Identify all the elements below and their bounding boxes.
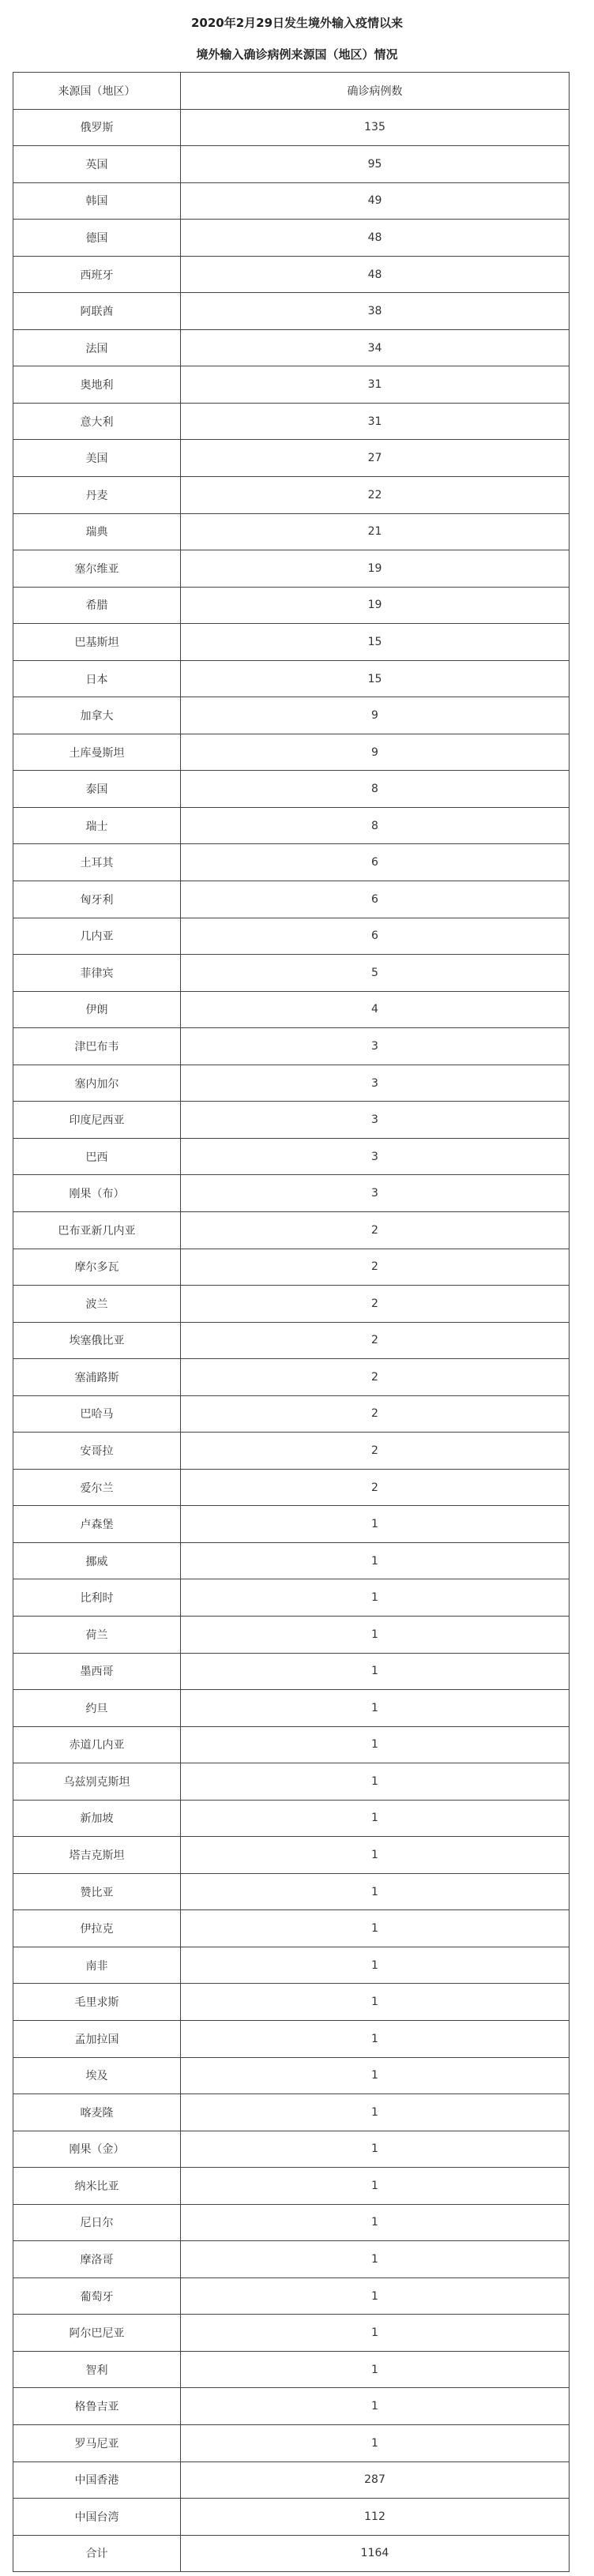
table-row [13, 771, 570, 808]
origin-cell: 尼日尔 [13, 2204, 181, 2241]
case-count-cell: 135 [181, 109, 570, 146]
table-row [13, 1984, 570, 2021]
origin-cell: 塞内加尔 [13, 1065, 181, 1102]
table-row [13, 1653, 570, 1690]
origin-cell: 瑞典 [13, 513, 181, 550]
table-row [13, 844, 570, 881]
case-count-cell: 27 [181, 440, 570, 477]
table-row [13, 2315, 570, 2352]
origin-cell: 埃塞俄比亚 [13, 1322, 181, 1359]
table-row [13, 1690, 570, 1727]
origin-cell: 墨西哥 [13, 1653, 181, 1690]
case-count-cell: 2 [181, 1322, 570, 1359]
table-row [13, 2168, 570, 2205]
origin-cell: 荷兰 [13, 1616, 181, 1653]
case-count-cell: 3 [181, 1065, 570, 1102]
case-count-cell: 19 [181, 550, 570, 588]
case-count-cell: 1164 [181, 2535, 570, 2572]
origin-cell: 印度尼西亚 [13, 1102, 181, 1139]
table-row [13, 550, 570, 588]
table-row [13, 220, 570, 257]
table-row [13, 2020, 570, 2057]
case-count-cell: 15 [181, 660, 570, 697]
origin-cell: 土库曼斯坦 [13, 734, 181, 771]
case-count-cell: 8 [181, 807, 570, 844]
origin-cell: 日本 [13, 660, 181, 697]
header-row [13, 73, 570, 110]
table-row [13, 146, 570, 183]
case-count-cell: 6 [181, 881, 570, 918]
origin-cell: 合计 [13, 2535, 181, 2572]
origin-cell: 塔吉克斯坦 [13, 1837, 181, 1874]
table-row [13, 1175, 570, 1212]
case-count-cell: 6 [181, 918, 570, 955]
origin-cell: 塞浦路斯 [13, 1359, 181, 1396]
case-count-cell: 1 [181, 1947, 570, 1984]
case-count-cell: 49 [181, 182, 570, 220]
case-count-cell: 95 [181, 146, 570, 183]
table-row [13, 513, 570, 550]
case-count-cell: 1 [181, 1616, 570, 1653]
case-count-cell: 5 [181, 955, 570, 992]
table-row [13, 1359, 570, 1396]
table-body [13, 109, 570, 2572]
case-count-cell: 1 [181, 2241, 570, 2278]
origin-cell: 奥地利 [13, 366, 181, 404]
case-count-cell: 3 [181, 1138, 570, 1175]
table-row [13, 182, 570, 220]
origin-cell: 伊朗 [13, 991, 181, 1028]
origin-cell: 摩洛哥 [13, 2241, 181, 2278]
case-count-cell: 2 [181, 1286, 570, 1323]
case-count-cell: 48 [181, 256, 570, 293]
table-row [13, 1763, 570, 1801]
table-row [13, 2535, 570, 2572]
case-count-cell: 19 [181, 587, 570, 624]
table-row [13, 256, 570, 293]
origin-cell: 伊拉克 [13, 1910, 181, 1947]
case-count-cell: 1 [181, 1910, 570, 1947]
table-row [13, 403, 570, 440]
origin-cell: 赞比亚 [13, 1873, 181, 1910]
case-count-cell: 4 [181, 991, 570, 1028]
origin-cell: 塞尔维亚 [13, 550, 181, 588]
table-row [13, 2241, 570, 2278]
origin-cell: 喀麦隆 [13, 2094, 181, 2131]
case-count-cell: 1 [181, 2168, 570, 2205]
header-origin: 来源国（地区） [13, 73, 181, 110]
case-count-cell: 9 [181, 697, 570, 734]
table-row [13, 1910, 570, 1947]
table-row [13, 366, 570, 404]
origin-cell: 约旦 [13, 1690, 181, 1727]
table-row [13, 2277, 570, 2315]
table-row [13, 734, 570, 771]
title-line-2: 境外输入确诊病例来源国（地区）情况 [196, 47, 398, 62]
origin-cell: 阿联酋 [13, 293, 181, 330]
origin-cell: 南非 [13, 1947, 181, 1984]
table-row [13, 587, 570, 624]
origin-cell: 罗马尼亚 [13, 2425, 181, 2462]
case-count-cell: 3 [181, 1102, 570, 1139]
origin-cell: 英国 [13, 146, 181, 183]
table-row [13, 1286, 570, 1323]
case-count-cell: 22 [181, 477, 570, 514]
case-count-cell: 1 [181, 1653, 570, 1690]
table-row [13, 624, 570, 661]
origin-cell: 巴布亚新几内亚 [13, 1211, 181, 1249]
case-count-cell: 1 [181, 2057, 570, 2094]
case-count-cell: 1 [181, 2204, 570, 2241]
origin-cell: 挪威 [13, 1542, 181, 1579]
origin-cell: 埃及 [13, 2057, 181, 2094]
origin-cell: 土耳其 [13, 844, 181, 881]
case-count-cell: 21 [181, 513, 570, 550]
case-count-cell: 1 [181, 2315, 570, 2352]
case-count-cell: 1 [181, 1506, 570, 1543]
table-row [13, 1138, 570, 1175]
case-count-cell: 1 [181, 2131, 570, 2168]
table-row [13, 2461, 570, 2499]
case-count-cell: 1 [181, 1800, 570, 1837]
origin-cell: 纳米比亚 [13, 2168, 181, 2205]
origin-cell: 孟加拉国 [13, 2020, 181, 2057]
case-count-cell: 31 [181, 403, 570, 440]
case-count-cell: 1 [181, 1690, 570, 1727]
table-row [13, 1542, 570, 1579]
origin-cell: 韩国 [13, 182, 181, 220]
origin-cell: 阿尔巴尼亚 [13, 2315, 181, 2352]
origin-cell: 西班牙 [13, 256, 181, 293]
origin-cell: 毛里求斯 [13, 1984, 181, 2021]
origin-cell: 刚果（金） [13, 2131, 181, 2168]
origin-cell: 刚果（布） [13, 1175, 181, 1212]
case-count-cell: 1 [181, 2277, 570, 2315]
table-row [13, 477, 570, 514]
origin-cell: 赤道几内亚 [13, 1726, 181, 1763]
origin-cell: 泰国 [13, 771, 181, 808]
case-count-cell: 31 [181, 366, 570, 404]
origin-cell: 智利 [13, 2351, 181, 2388]
origin-cell: 新加坡 [13, 1800, 181, 1837]
case-count-cell: 1 [181, 2094, 570, 2131]
table-row [13, 1837, 570, 1874]
table-row [13, 1800, 570, 1837]
origin-cell: 法国 [13, 329, 181, 366]
origin-cell: 安哥拉 [13, 1433, 181, 1470]
table-row [13, 1947, 570, 1984]
origin-cell: 巴基斯坦 [13, 624, 181, 661]
table-row [13, 109, 570, 146]
table-row [13, 2204, 570, 2241]
origin-cell: 葡萄牙 [13, 2277, 181, 2315]
case-count-cell: 1 [181, 1542, 570, 1579]
origin-cell: 菲律宾 [13, 955, 181, 992]
case-count-cell: 1 [181, 1579, 570, 1617]
origin-cell: 格鲁吉亚 [13, 2388, 181, 2425]
table-header [13, 73, 570, 110]
case-count-cell: 2 [181, 1395, 570, 1433]
table-row [13, 1065, 570, 1102]
case-count-cell: 287 [181, 2461, 570, 2499]
table-row [13, 2499, 570, 2536]
origin-cell: 津巴布韦 [13, 1028, 181, 1065]
origin-cell: 乌兹别克斯坦 [13, 1763, 181, 1801]
table-row [13, 1469, 570, 1506]
case-count-cell: 1 [181, 2388, 570, 2425]
case-count-cell: 2 [181, 1433, 570, 1470]
table-row [13, 2057, 570, 2094]
table-row [13, 660, 570, 697]
table-row [13, 1102, 570, 1139]
case-count-cell: 1 [181, 2020, 570, 2057]
case-count-cell: 1 [181, 1726, 570, 1763]
case-count-cell: 2 [181, 1249, 570, 1286]
table-row [13, 1211, 570, 1249]
case-count-cell: 1 [181, 2351, 570, 2388]
case-count-cell: 1 [181, 1873, 570, 1910]
origin-cell: 加拿大 [13, 697, 181, 734]
table-row [13, 2388, 570, 2425]
table-row [13, 2351, 570, 2388]
table-row [13, 2131, 570, 2168]
table-row [13, 1395, 570, 1433]
table-row [13, 918, 570, 955]
case-count-cell: 1 [181, 1837, 570, 1874]
origin-cell: 丹麦 [13, 477, 181, 514]
table-row [13, 1322, 570, 1359]
table-row [13, 1249, 570, 1286]
table-row [13, 697, 570, 734]
case-count-cell: 38 [181, 293, 570, 330]
table-row [13, 2425, 570, 2462]
header-case-count: 确诊病例数 [181, 73, 570, 110]
case-count-cell: 2 [181, 1359, 570, 1396]
origin-cell: 意大利 [13, 403, 181, 440]
case-count-cell: 48 [181, 220, 570, 257]
case-count-cell: 1 [181, 1984, 570, 2021]
case-count-cell: 6 [181, 844, 570, 881]
case-count-cell: 3 [181, 1028, 570, 1065]
case-count-cell: 112 [181, 2499, 570, 2536]
table-row [13, 1873, 570, 1910]
table-row [13, 440, 570, 477]
title-line-1: 2020年2月29日发生境外输入疫情以来 [190, 16, 404, 30]
table-row [13, 1506, 570, 1543]
origin-cell: 比利时 [13, 1579, 181, 1617]
origin-cell: 摩尔多瓦 [13, 1249, 181, 1286]
case-count-cell: 9 [181, 734, 570, 771]
origin-cell: 俄罗斯 [13, 109, 181, 146]
origin-cell: 巴西 [13, 1138, 181, 1175]
table-row [13, 1726, 570, 1763]
case-count-cell: 34 [181, 329, 570, 366]
case-count-cell: 3 [181, 1175, 570, 1212]
origin-cell: 美国 [13, 440, 181, 477]
table-row [13, 1579, 570, 1617]
table-row [13, 881, 570, 918]
case-count-cell: 2 [181, 1211, 570, 1249]
origin-cell: 爱尔兰 [13, 1469, 181, 1506]
origin-cell: 卢森堡 [13, 1506, 181, 1543]
case-count-cell: 1 [181, 2425, 570, 2462]
case-count-cell: 1 [181, 1763, 570, 1801]
origin-cell: 希腊 [13, 587, 181, 624]
origin-cell: 巴哈马 [13, 1395, 181, 1433]
case-count-cell: 15 [181, 624, 570, 661]
table-row [13, 329, 570, 366]
table-row [13, 1433, 570, 1470]
origin-cell: 德国 [13, 220, 181, 257]
cases-by-origin-table [13, 72, 570, 2572]
origin-cell: 波兰 [13, 1286, 181, 1323]
table-row [13, 1028, 570, 1065]
case-count-cell: 8 [181, 771, 570, 808]
origin-cell: 匈牙利 [13, 881, 181, 918]
table-row [13, 1616, 570, 1653]
origin-cell: 瑞士 [13, 807, 181, 844]
table-row [13, 807, 570, 844]
origin-cell: 中国台湾 [13, 2499, 181, 2536]
case-count-cell: 2 [181, 1469, 570, 1506]
table-row [13, 2094, 570, 2131]
origin-cell: 中国香港 [13, 2461, 181, 2499]
table-row [13, 955, 570, 992]
table-row [13, 293, 570, 330]
table-row [13, 991, 570, 1028]
origin-cell: 几内亚 [13, 918, 181, 955]
